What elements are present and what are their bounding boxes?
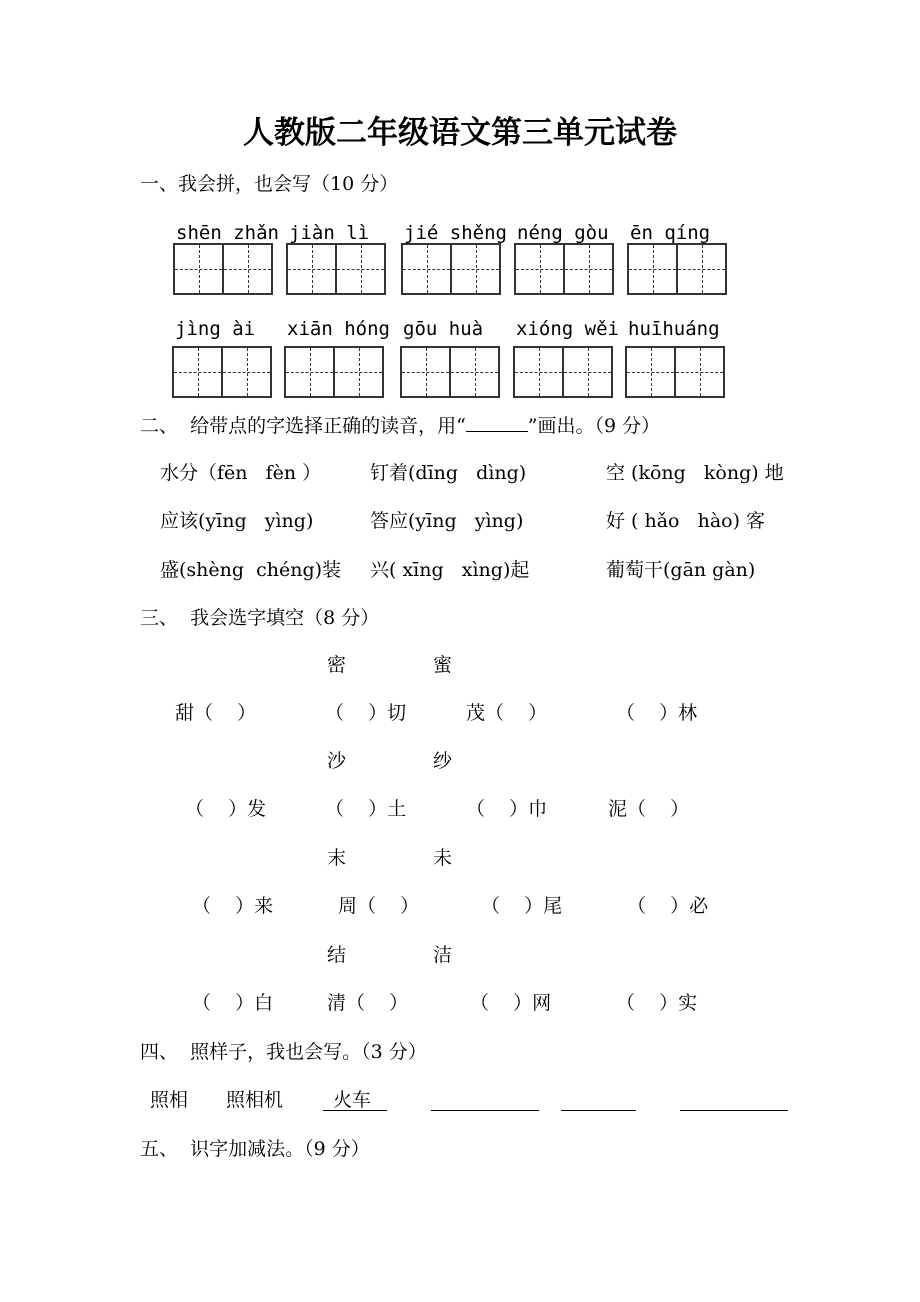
pinyin-label: xiān hóng: [287, 318, 390, 340]
writing-cell[interactable]: [676, 245, 725, 293]
reading-choice-item[interactable]: 好 ( hǎo hào) 客: [606, 510, 766, 532]
choice-character: 沙: [327, 750, 347, 772]
fill-blank-item[interactable]: （ ）发: [185, 798, 267, 820]
writing-cell[interactable]: [174, 348, 221, 396]
pinyin-label: xióng wěi: [516, 318, 619, 340]
reading-choice-item[interactable]: 钉着(dīng dìng): [370, 462, 527, 484]
section-2-heading: [140, 415, 660, 436]
fill-blank-item[interactable]: （ ）尾: [481, 895, 563, 917]
writing-cell[interactable]: [674, 348, 723, 396]
writing-grid[interactable]: [514, 243, 614, 295]
answer-blank-1[interactable]: [431, 1110, 539, 1111]
section-1-heading: 一、我会拼，也会写（10 分）: [140, 173, 399, 195]
reading-choice-item[interactable]: 答应(yīng yìng): [370, 510, 524, 532]
pinyin-label: gōu huà: [403, 318, 484, 340]
writing-cell[interactable]: [288, 245, 335, 293]
choice-character: 密: [327, 654, 347, 676]
pinyin-label: jié shěng: [404, 222, 507, 244]
answer-blank-3[interactable]: [680, 1110, 788, 1111]
reading-choice-item[interactable]: 水分（fēn fèn ）: [160, 462, 322, 484]
section-2-suffix: ”画出。（9 分）: [527, 415, 661, 437]
example-word-2: 照相机: [226, 1089, 284, 1111]
writing-cell[interactable]: [335, 245, 384, 293]
fill-blank-item[interactable]: 甜（ ）: [175, 702, 257, 724]
fill-blank-item[interactable]: 清（ ）: [327, 992, 409, 1014]
reading-choice-item[interactable]: 兴( xīng xìng)起: [370, 559, 530, 581]
section-4-heading: 四、 照样子，我也会写。（3 分）: [140, 1041, 427, 1063]
pinyin-label: jiàn lì: [289, 222, 370, 244]
writing-grid[interactable]: [172, 346, 272, 398]
writing-cell[interactable]: [449, 348, 498, 396]
writing-cell[interactable]: [402, 348, 449, 396]
choice-character: 未: [433, 847, 453, 869]
fill-blank-item[interactable]: （ ）必: [627, 895, 709, 917]
given-word-underline: [323, 1110, 387, 1111]
writing-cell[interactable]: [175, 245, 222, 293]
answer-blank-2[interactable]: [561, 1110, 636, 1111]
pinyin-label: ēn qíng: [630, 222, 711, 244]
writing-cell[interactable]: [627, 348, 674, 396]
choice-character: 末: [327, 847, 347, 869]
fill-blank-item[interactable]: （ ）土: [325, 798, 407, 820]
pinyin-label: jìng ài: [175, 318, 256, 340]
choice-character: 洁: [433, 944, 453, 966]
writing-grid[interactable]: [400, 346, 500, 398]
writing-cell[interactable]: [562, 348, 611, 396]
writing-cell[interactable]: [333, 348, 382, 396]
writing-grid[interactable]: [513, 346, 613, 398]
example-word-1: 照相: [150, 1089, 189, 1111]
writing-cell[interactable]: [403, 245, 450, 293]
choice-character: 结: [327, 944, 347, 966]
writing-grid[interactable]: [173, 243, 273, 295]
choice-character: 纱: [433, 750, 453, 772]
writing-cell[interactable]: [450, 245, 499, 293]
writing-cell[interactable]: [221, 348, 270, 396]
section-2-prefix: 二、 给带点的字选择正确的读音，用“: [140, 415, 466, 437]
page-title: 人教版二年级语文第三单元试卷: [243, 115, 677, 151]
writing-cell[interactable]: [629, 245, 676, 293]
writing-grid[interactable]: [284, 346, 384, 398]
fill-blank-item[interactable]: （ ）白: [192, 992, 274, 1014]
section-5-heading: 五、 识字加减法。（9 分）: [140, 1138, 370, 1160]
fill-blank-item[interactable]: （ ）切: [325, 702, 407, 724]
reading-choice-item[interactable]: 空 (kōng kòng) 地: [606, 462, 784, 484]
writing-grid[interactable]: [286, 243, 386, 295]
fill-blank-item[interactable]: （ ）林: [616, 702, 698, 724]
fill-blank-item[interactable]: 茂（ ）: [466, 702, 548, 724]
writing-cell[interactable]: [286, 348, 333, 396]
section-3-heading: 三、 我会选字填空（8 分）: [140, 607, 380, 629]
choice-character: 蜜: [433, 654, 453, 676]
fill-blank-item[interactable]: 泥（ ）: [608, 798, 690, 820]
writing-cell[interactable]: [515, 348, 562, 396]
reading-choice-item[interactable]: 应该(yīng yìng): [160, 510, 314, 532]
reading-choice-item[interactable]: 葡萄干(gān gàn): [606, 559, 756, 581]
underline-sample: [466, 415, 528, 432]
writing-grid[interactable]: [627, 243, 727, 295]
writing-grid[interactable]: [625, 346, 725, 398]
reading-choice-item[interactable]: 盛(shèng chéng)装: [160, 559, 342, 581]
fill-blank-item[interactable]: （ ）网: [470, 992, 552, 1014]
writing-cell[interactable]: [222, 245, 271, 293]
pinyin-label: huīhuáng: [628, 318, 720, 340]
fill-blank-item[interactable]: 周（ ）: [338, 895, 420, 917]
fill-blank-item[interactable]: （ ）来: [192, 895, 274, 917]
given-word: 火车: [333, 1089, 372, 1111]
writing-cell[interactable]: [516, 245, 563, 293]
pinyin-label: shēn zhǎn: [176, 222, 279, 244]
fill-blank-item[interactable]: （ ）巾: [466, 798, 548, 820]
writing-grid[interactable]: [401, 243, 501, 295]
writing-cell[interactable]: [563, 245, 612, 293]
fill-blank-item[interactable]: （ ）实: [616, 992, 698, 1014]
pinyin-label: néng gòu: [517, 222, 609, 244]
